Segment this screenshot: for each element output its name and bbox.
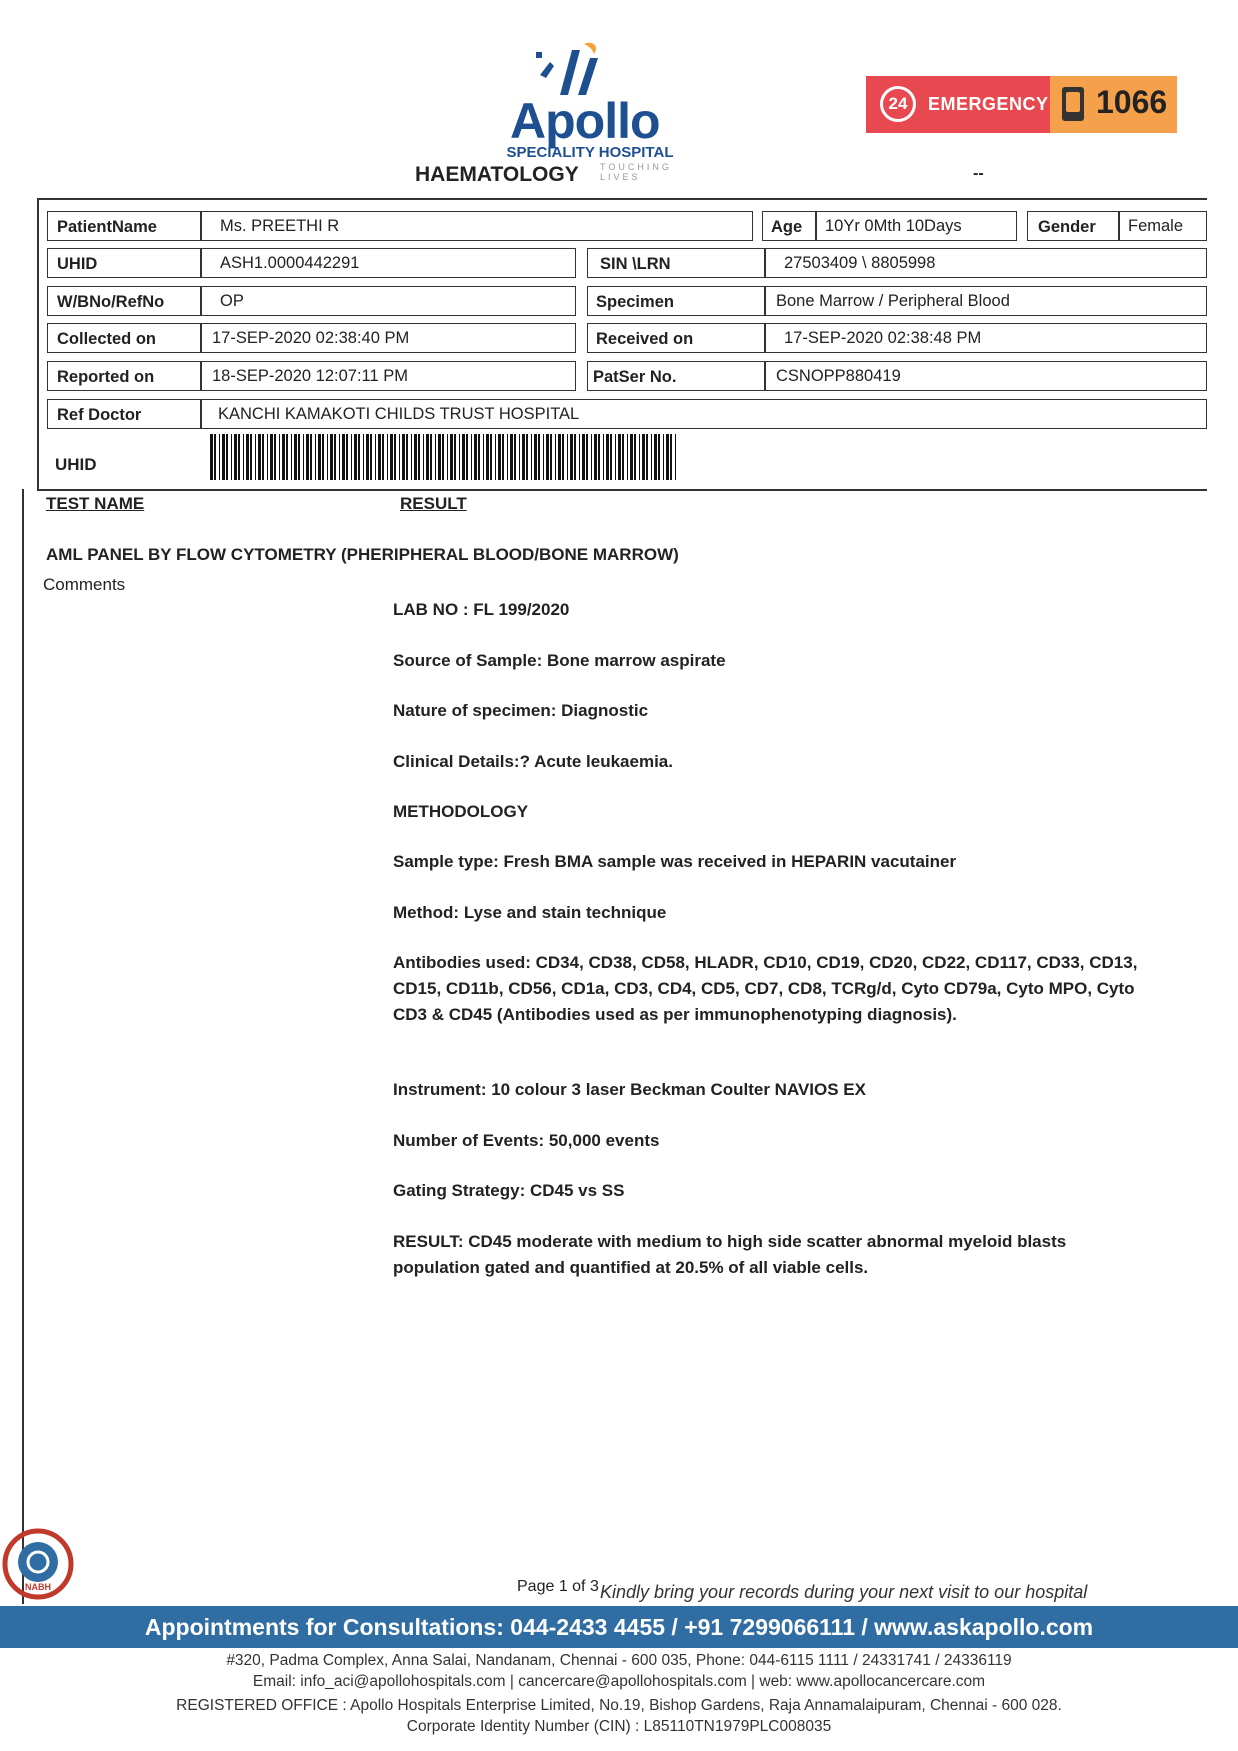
report-line: Nature of specimen: Diagnostic bbox=[393, 701, 649, 720]
patient-name-value: Ms. PREETHI R bbox=[220, 217, 340, 235]
ref-doctor-value: KANCHI KAMAKOTI CHILDS TRUST HOSPITAL bbox=[218, 405, 580, 423]
barcode-label: UHID bbox=[55, 455, 97, 474]
brand-subtitle: SPECIALITY HOSPITAL bbox=[506, 144, 674, 161]
patser-label: PatSer No. bbox=[593, 368, 677, 386]
header-bottom-rule bbox=[37, 489, 1207, 491]
sin-label: SIN \LRN bbox=[600, 255, 671, 273]
report-line: Sample type: Fresh BMA sample was received in HEPARIN vacutainer bbox=[393, 852, 957, 871]
sin-value: 27503409 \ 8805998 bbox=[784, 254, 936, 272]
received-label: Received on bbox=[596, 330, 694, 348]
appointments-banner: Appointments for Consultations: 044-2433 4455 / +91 7299066111 / www.askapollo.com bbox=[0, 1606, 1238, 1648]
brand-name: Apollo bbox=[510, 93, 660, 149]
24-hours-icon: 24 bbox=[880, 86, 916, 122]
apollo-logo bbox=[490, 40, 690, 182]
department-title: HAEMATOLOGY bbox=[415, 163, 579, 186]
specimen-value: Bone Marrow / Peripheral Blood bbox=[776, 292, 1010, 310]
report-result: RESULT: CD45 moderate with medium to high side scatter abnormal myeloid blasts population gated and quantified at 20.5% of all viable cells. bbox=[393, 1232, 1067, 1277]
header-top-rule bbox=[37, 198, 1207, 200]
report-line: Source of Sample: Bone marrow aspirate bbox=[393, 651, 726, 670]
reported-value: 18-SEP-2020 12:07:11 PM bbox=[212, 367, 408, 385]
gender-box bbox=[1027, 211, 1207, 241]
barcode bbox=[210, 434, 680, 480]
nabh-seal bbox=[2, 1528, 74, 1600]
gender-value: Female bbox=[1128, 217, 1184, 235]
received-value: 17-SEP-2020 02:38:48 PM bbox=[784, 329, 982, 347]
patser-value: CSNOPP880419 bbox=[776, 367, 901, 385]
header-dash: -- bbox=[973, 165, 984, 182]
uhid-box bbox=[47, 248, 576, 278]
specimen-box bbox=[587, 286, 1207, 316]
nabh-text: NABH bbox=[25, 1582, 51, 1592]
footer-address: #320, Padma Complex, Anna Salai, Nandanam, Chennai - 600 035, Phone: 044-6115 1111 / 24331741 / 24336119 bbox=[226, 1652, 1012, 1669]
report-line: Gating Strategy: CD45 vs SS bbox=[393, 1181, 625, 1200]
report-paragraph: Antibodies used: CD34, CD38, CD58, HLADR, CD10, CD19, CD20, CD22, CD117, CD33, CD13, CD15, CD11b, CD56, CD1a, CD3, CD4, CD5, CD7, CD8, TCRg/d, Cyto CD79a, Cyto MPO, Cyto CD3 & CD45 (Antibodies used as per immunophenotyping diagnosis). bbox=[393, 953, 1138, 1024]
age-value: 10Yr 0Mth 10Days bbox=[825, 217, 962, 235]
report-line: Instrument: 10 colour 3 laser Beckman Coulter NAVIOS EX bbox=[393, 1080, 866, 1099]
phone-icon bbox=[1062, 87, 1084, 121]
report-line: Method: Lyse and stain technique bbox=[393, 903, 667, 922]
collected-value: 17-SEP-2020 02:38:40 PM bbox=[212, 329, 410, 347]
patient-name-box bbox=[47, 211, 753, 241]
patient-name-label: PatientName bbox=[57, 218, 157, 236]
nabh-seal-icon bbox=[2, 1528, 74, 1600]
apollo-emblem-icon bbox=[520, 40, 630, 100]
collected-box bbox=[47, 323, 576, 353]
report-heading: METHODOLOGY bbox=[393, 802, 529, 821]
comments-label: Comments bbox=[43, 575, 126, 594]
test-name-header: TEST NAME bbox=[46, 494, 145, 513]
visit-reminder: Kindly bring your records during your next visit to our hospital bbox=[600, 1582, 1088, 1602]
patser-box bbox=[587, 361, 1207, 391]
uhid-value: ASH1.0000442291 bbox=[220, 254, 360, 272]
gender-label: Gender bbox=[1038, 218, 1096, 236]
age-label: Age bbox=[771, 218, 803, 236]
ref-doctor-label: Ref Doctor bbox=[57, 406, 142, 424]
test-panel-name: AML PANEL BY FLOW CYTOMETRY (PHERIPHERAL BLOOD/BONE MARROW) bbox=[46, 545, 679, 564]
age-box bbox=[762, 211, 1017, 241]
reported-box bbox=[47, 361, 576, 391]
report-line: LAB NO : FL 199/2020 bbox=[393, 600, 570, 619]
received-box bbox=[587, 323, 1207, 353]
emergency-label: EMERGENCY bbox=[928, 94, 1049, 114]
uhid-label: UHID bbox=[57, 255, 98, 273]
ref-doctor-box bbox=[47, 399, 1207, 429]
emergency-badge bbox=[866, 76, 1177, 133]
sin-box bbox=[587, 248, 1207, 278]
report-line: Number of Events: 50,000 events bbox=[393, 1131, 660, 1150]
ward-label: W/BNo/RefNo bbox=[57, 293, 165, 311]
footer-email: Email: info_aci@apollohospitals.com | cancercare@apollohospitals.com | web: www.apollocancercare.com bbox=[252, 1673, 986, 1690]
page-left-rule bbox=[22, 489, 24, 1604]
footer-cin: Corporate Identity Number (CIN) : L85110TN1979PLC008035 bbox=[406, 1718, 832, 1735]
collected-label: Collected on bbox=[57, 330, 157, 348]
specimen-label: Specimen bbox=[596, 293, 674, 311]
ward-value: OP bbox=[220, 292, 244, 310]
emergency-number: 1066 bbox=[1096, 84, 1168, 120]
footer-registered-office: REGISTERED OFFICE : Apollo Hospitals Enterprise Limited, No.19, Bishop Gardens, Raja Annamalaipuram, Chennai - 600 028. bbox=[176, 1697, 1062, 1714]
report-line: Clinical Details:? Acute leukaemia. bbox=[393, 752, 673, 771]
ward-box bbox=[47, 286, 576, 316]
header-left-rule bbox=[37, 198, 39, 490]
brand-tagline: TOUCHING LIVES bbox=[600, 162, 672, 182]
reported-label: Reported on bbox=[57, 368, 155, 386]
page-number: Page 1 of 3 bbox=[517, 1578, 599, 1595]
result-header: RESULT bbox=[400, 494, 467, 513]
